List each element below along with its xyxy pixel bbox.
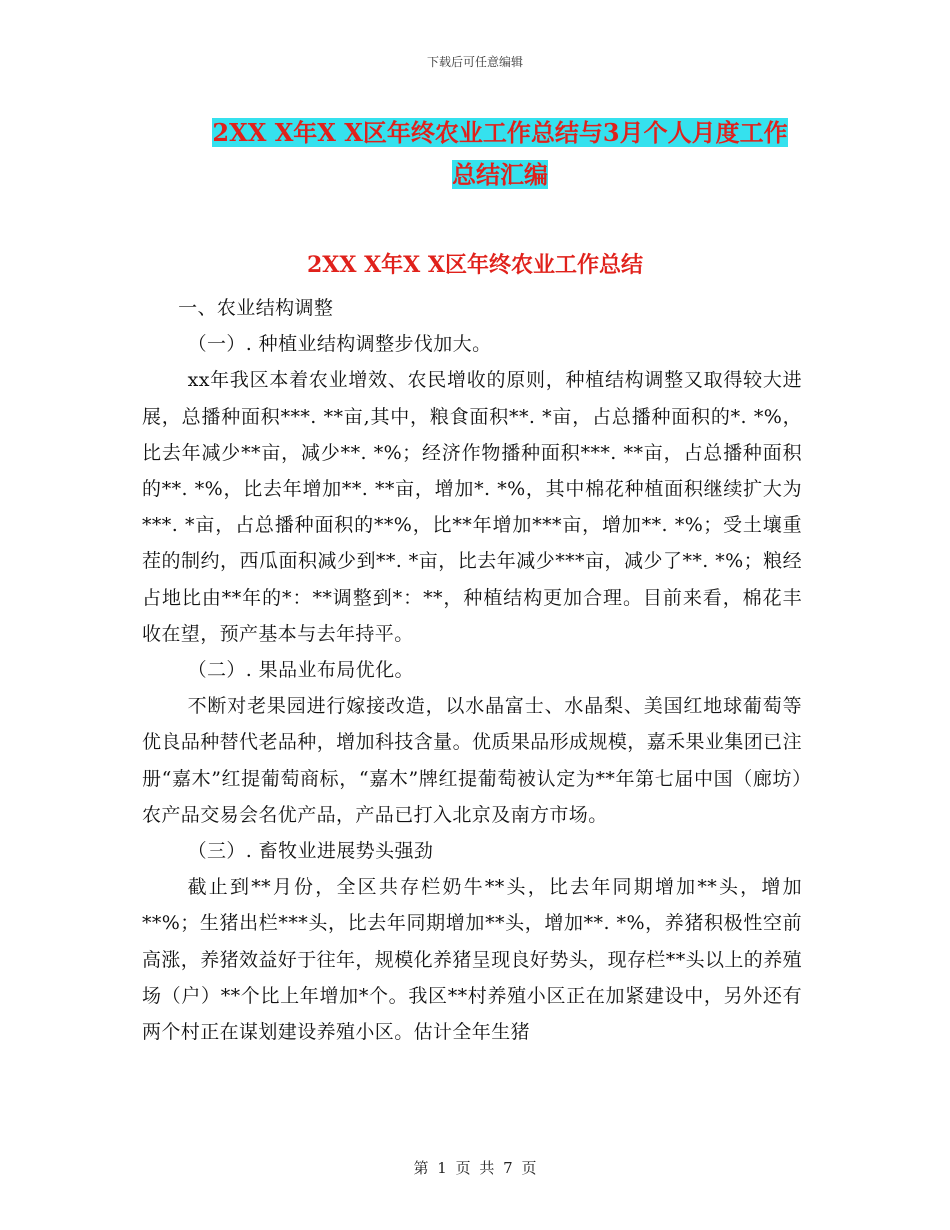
subsection-heading-1: （一）. 种植业结构调整步伐加大。	[187, 333, 492, 356]
paragraph-2: 不断对老果园进行嫁接改造，以水晶富士、水晶梨、美国红地球葡萄等优良品种替代老品种，增加科技含量。优质果品形成规模，嘉禾果业集团已注册“嘉木”红提葡萄商标，“嘉木”牌红提葡萄被认定为**年第七届中国（廊坊）农产品交易会名优产品，产品已打入北京及南方市场。	[142, 695, 802, 826]
section-title: 2XX X年X X区年终农业工作总结	[307, 252, 643, 278]
header-note: 下载后可任意编辑	[426, 55, 523, 69]
subsection-heading-2: （二）. 果品业布局优化。	[187, 659, 414, 682]
subsection-heading-3: （三）. 畜牧业进展势头强劲	[187, 840, 434, 863]
title-line-1: 2XX X年X X区年终农业工作总结与3月个人月度工作	[212, 118, 788, 147]
section-heading: 一、农业结构调整	[178, 297, 334, 319]
document-title	[150, 112, 850, 196]
title-line-2: 总结汇编	[452, 160, 548, 189]
document-body	[142, 290, 802, 1050]
page-footer: 第 1 页 共 7 页	[413, 1159, 537, 1177]
paragraph-1: xx年我区本着农业增效、农民增收的原则，种植结构调整又取得较大进展，总播种面积***. **亩,其中，粮食面积**. *亩，占总播种面积的*. *%，比去年减少**亩，减少**. *%；经济作物播种面积***. **亩，占总播种面积的**. *%，比去年增加**. **亩，增加*. *%，其中棉花种植面积继续扩大为***. *亩，占总播种面积的**%，比**年增加***亩，增加**. *%；受土壤重茬的制约，西瓜面积减少到**. *亩，比去年减少***亩，减少了**. *%；粮经占地比由**年的*：**调整到*：**，种植结构更加合理。目前来看，棉花丰收在望，预产基本与去年持平。	[142, 369, 802, 645]
paragraph-3: 截止到**月份，全区共存栏奶牛**头，比去年同期增加**头，增加**%；生猪出栏***头，比去年同期增加**头，增加**. *%，养猪积极性空前高涨，养猪效益好于往年，规模化养猪呈现良好势头，现存栏**头以上的养殖场（户）**个比上年增加*个。我区**村养殖小区正在加紧建设中，另外还有两个村正在谋划建设养殖小区。估计全年生猪	[142, 876, 803, 1044]
